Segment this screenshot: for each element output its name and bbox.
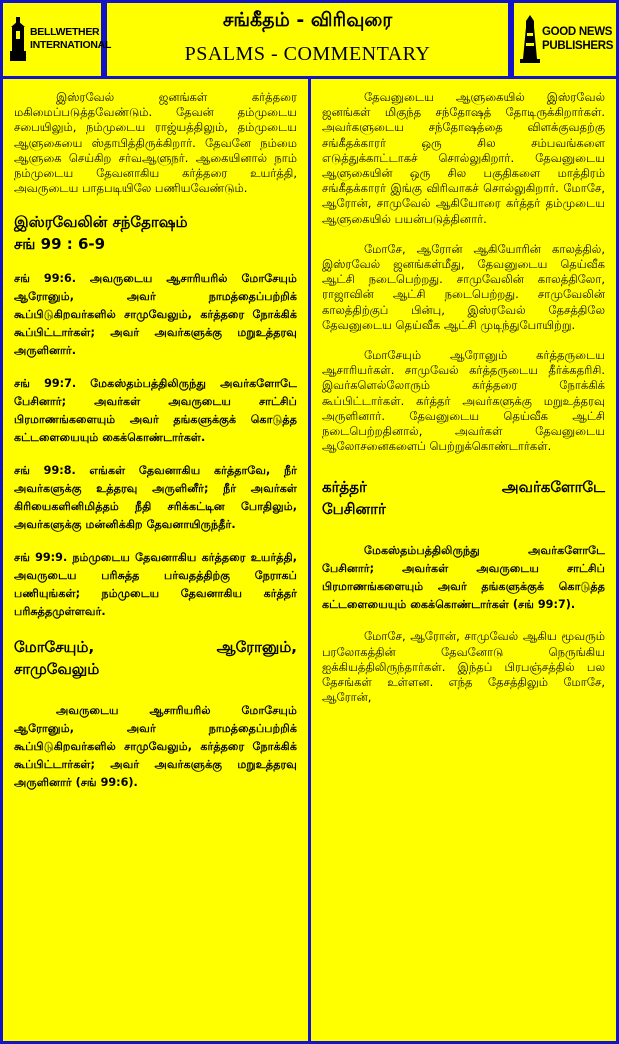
subheading-moses-aaron: [14, 636, 297, 658]
subheading-left-word: மோசேயும்,: [14, 638, 95, 657]
right-column-body: [322, 90, 605, 705]
bellwether-logo: [8, 14, 112, 64]
subheading-lord-word: கர்த்தர்: [322, 478, 367, 497]
left-logo-line2: INTERNATIONAL: [30, 39, 112, 51]
right-paragraph-4: மோசே, ஆரோன், சாமுவேல் ஆகிய மூவரும் பரலோகத்தின் தேவனோடு நெருங்கிய ஐக்கியத்திலிருந்தார்கள். இந்தப் பிரபஞ்சத்தில் பல தேசங்கள் உள்ளன. எந்த தேசத்திலும் மோசே, ஆரோன்,: [322, 629, 605, 705]
bell-tower-icon: [8, 17, 28, 61]
page-title-tamil: சங்கீதம் - விரிவுரை: [222, 9, 393, 31]
right-paragraph-1: தேவனுடைய ஆளுகையில் இஸ்ரவேல் ஜனங்கள் மிகுந்த சந்தோஷத் தோடிருக்கிறார்கள். அவர்களுடைய சந்தோஷத்தை விளக்குவதற்கு சங்கீதக்காரர் ஒரு சில சம்பவங்களை எடுத்துக்காட்டாகச் சொல்லுகிறார். தேவனுடைய ஆளுகையின் ஒரு சில பகுதிகளை மாத்திரம் சங்கீதக்காரர் இங்கு விரிவாகச் சொல்லுகிறார். மோசே, ஆரோன், சாமுவேல் ஆகியோரை கர்த்தர் தம்முடைய ஆளுகையில் பயன்படுத்தினார்.: [322, 90, 605, 226]
intro-paragraph: இஸ்ரவேல் ஜனங்கள் கர்த்தரை மகிமைப்படுத்தவேண்டும். தேவன் தம்முடைய சபையிலும், நம்முடைய ராஜ்யத்திலும், தம்முடைய ஆளுகையை ஸ்தாபித்திருக்கிறார். தேவனே நம்மை ஆளுகை செய்கிற சர்வஆளுநர். ஆகையினால் நாம் நம்முடைய தேவனாகிய கர்த்தரை உயர்த்தி, அவருடைய பாதபடியிலே பணியவேண்டும்.: [14, 90, 297, 196]
right-logo-line1: GOOD NEWS: [542, 26, 613, 38]
left-column-body: [14, 90, 297, 792]
subheading-lord-spoke: [322, 476, 605, 498]
good-news-logo: [520, 12, 614, 66]
subheading-spoke: பேசினார்: [322, 500, 386, 519]
verse-99-7: சங் 99:7. மேகஸ்தம்பத்திலிருந்து அவர்களோடே பேசினார்; அவர்கள் அவருடைய சாட்சிப் பிரமாணங்களையும் அவர் தங்களுக்குக் கொடுத்த கட்டளையையும் கைக்கொண்டார்கள்.: [14, 377, 297, 445]
verse-99-7-quote: மேகஸ்தம்பத்திலிருந்து அவர்களோடே பேசினார்; அவர்கள் அவருடைய சாட்சிப் பிரமாணங்களையும் அவர் தங்களுக்குக் கொடுத்த கட்டளையையும் கைக்கொண்டார்கள் (சங் 99:7).: [322, 544, 605, 612]
lighthouse-icon: [520, 15, 540, 63]
right-logo-line2: PUBLISHERS: [542, 40, 614, 52]
section-reference: சங் 99 : 6-9: [14, 235, 106, 254]
verse-99-8: சங் 99:8. எங்கள் தேவனாகிய கர்த்தாவே, நீர் அவர்களுக்கு உத்தரவு அருளினீர்; நீர் அவர்கள் கிரியைகளினிமித்தம் நீதி சரிக்கட்டின போதிலும், அவர்களுக்கு மன்னிக்கிற தேவனாயிருந்தீர்.: [14, 464, 297, 532]
right-paragraph-2: மோசே, ஆரோன் ஆகியோரின் காலத்தில், இஸ்ரவேல் ஜனங்கள்மீது, தேவனுடைய தெய்வீக ஆட்சி நடைபெற்றது. சாமுவேலின் காலத்திலோ, ராஜாவின் ஆட்சி நடைபெற்றது. சாமுவேலின் காலத்திற்குப் பின்பு, இஸ்ரவேல் தேசத்திலே தேவனுடைய தெய்வீக ஆட்சி முடிந்துபோயிற்று.: [322, 241, 605, 332]
right-paragraph-3: மோசேயும் ஆரோனும் கர்த்தருடைய ஆசாரியர்கள். சாமுவேல் கர்த்தருடைய தீர்க்கதரிசி. இவர்களெல்லோரும் கர்த்தரை நோக்கிக் கூப்பிட்டார்கள். கர்த்தர் அவர்களுக்கு மறுஉத்தரவு அருளினார். தேவனுடைய தெய்வீக ஆட்சி நடைபெற்றதினால், அவர்கள் தேவனுடைய ஆலோசனைகளைப் பெற்றுக்கொண்டார்கள்.: [322, 348, 605, 454]
section-heading: இஸ்ரவேலின் சந்தோஷம்: [14, 213, 188, 232]
verse-99-6: சங் 99:6. அவருடைய ஆசாரியரில் மோசேயும் ஆரோனும், அவர் நாமத்தைப்பற்றிக் கூப்பிடுகிறவர்களில் சாமுவேலும், கர்த்தரை நோக்கிக் கூப்பிட்டார்கள்; அவர் அவர்களுக்கு மறுஉத்தரவு அருளினார்.: [14, 272, 297, 358]
subheading-with-them-word: அவர்களோடே: [501, 478, 605, 497]
subheading-samuel: சாமுவேலும்: [14, 660, 100, 679]
verse-99-6-quote: அவருடைய ஆசாரியரில் மோசேயும் ஆரோனும், அவர் நாமத்தைப்பற்றிக் கூப்பிடுகிறவர்களில் சாமுவேலும், கர்த்தரை நோக்கிக் கூப்பிட்டார்கள்; அவர் அவர்களுக்கு மறுஉத்தரவு அருளினார் (சங் 99:6).: [14, 704, 297, 790]
left-logo-line1: BELLWETHER: [30, 26, 100, 38]
verse-99-9: சங் 99:9. நம்முடைய தேவனாகிய கர்த்தரை உயர்த்தி, அவருடைய பரிசுத்த பர்வதத்திற்கு நேராகப் பணியுங்கள்; நம்முடைய தேவனாகிய கர்த்தர் பரிசுத்தமுள்ளவர்.: [14, 551, 297, 619]
page-title-english: PSALMS - COMMENTARY: [184, 43, 431, 65]
subheading-right-word: ஆரோனும்,: [216, 638, 297, 657]
